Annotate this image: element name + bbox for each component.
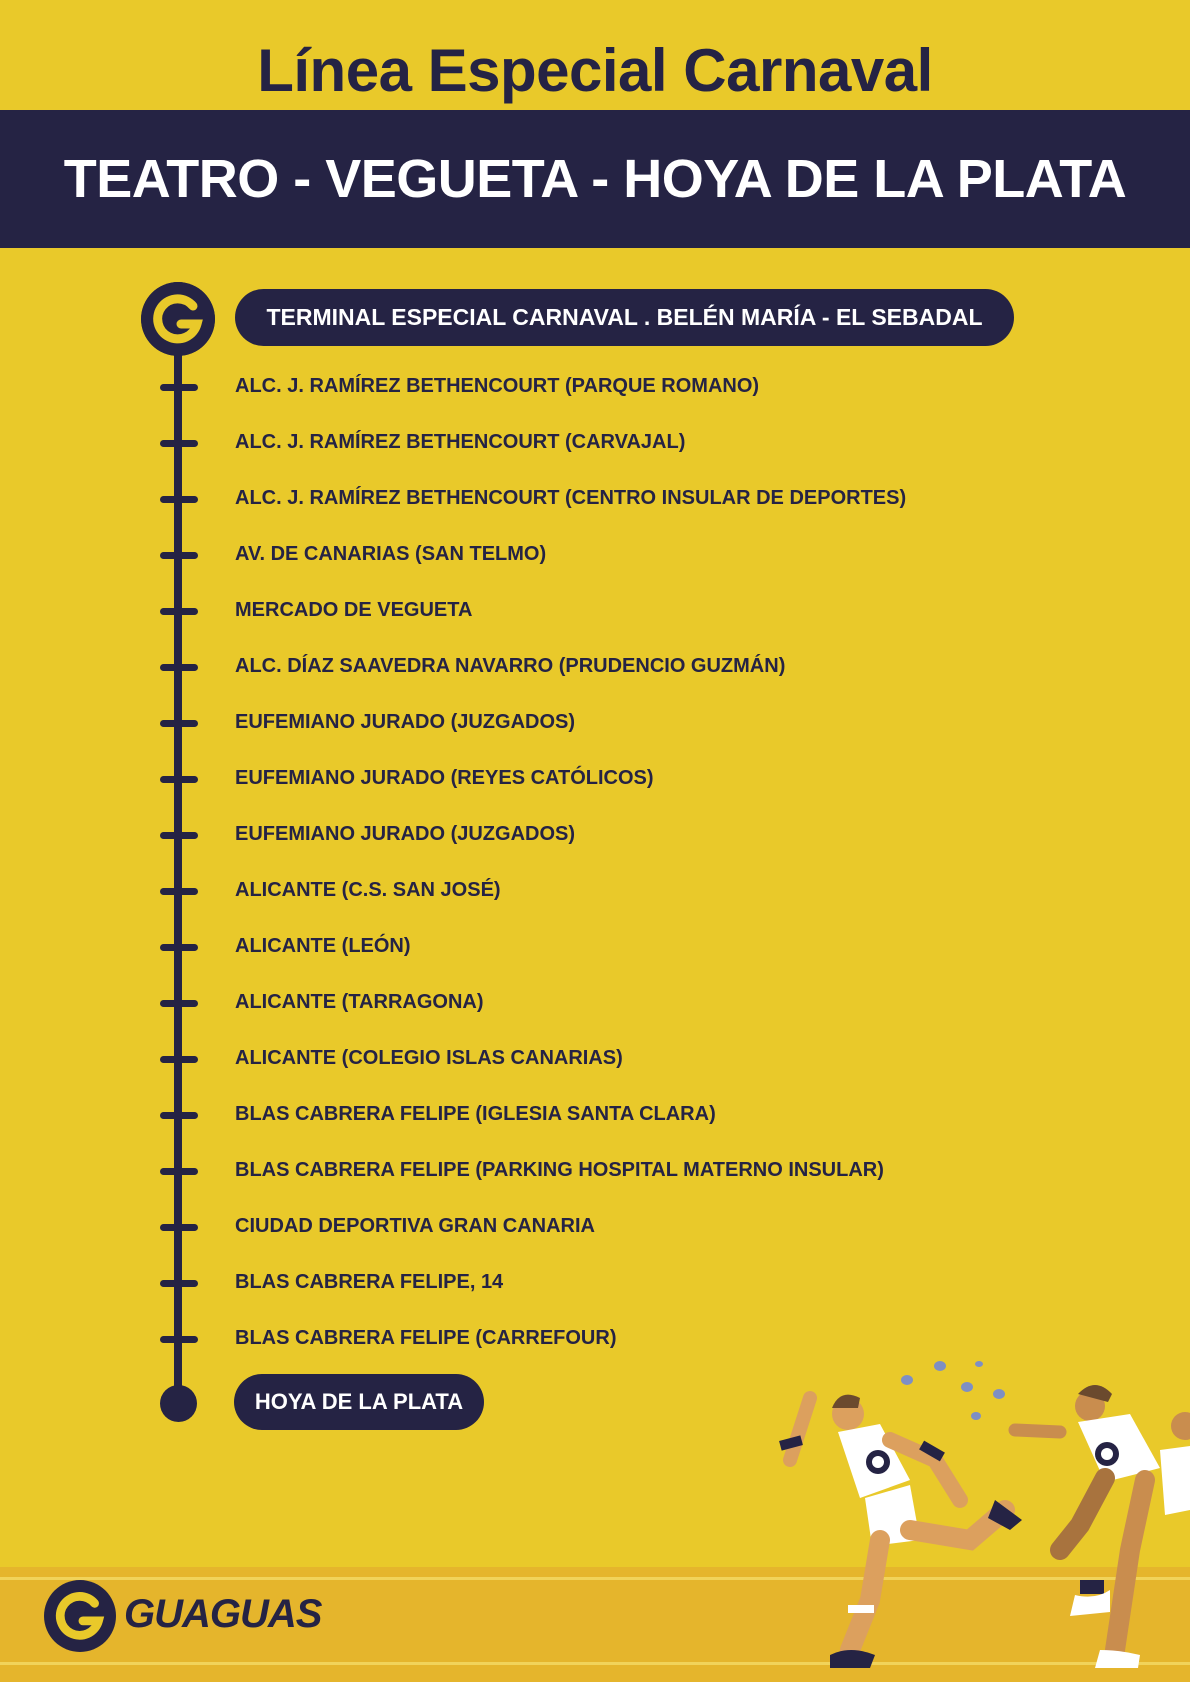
stop-item — [0, 820, 1000, 850]
stop-marker — [160, 944, 198, 951]
stop-marker — [160, 608, 198, 615]
stop-marker — [160, 888, 198, 895]
stop-item — [0, 1268, 1000, 1298]
stop-item — [0, 1100, 1000, 1130]
stop-label: BLAS CABRERA FELIPE, 14 — [235, 1271, 504, 1293]
stop-item — [0, 764, 1000, 794]
stop-label: BLAS CABRERA FELIPE (CARREFOUR) — [235, 1327, 617, 1349]
stop-marker — [160, 1056, 198, 1063]
stop-item — [0, 596, 1000, 626]
stop-marker — [160, 496, 198, 503]
stop-label: EUFEMIANO JURADO (JUZGADOS) — [235, 711, 576, 733]
stop-label: ALICANTE (TARRAGONA) — [235, 991, 484, 1013]
runners-illustration — [760, 1350, 1190, 1682]
stop-item — [0, 876, 1000, 906]
stop-label: MERCADO DE VEGUETA — [235, 599, 473, 621]
stop-label: ALC. DÍAZ SAAVEDRA NAVARRO (PRUDENCIO GUZMÁN) — [235, 655, 786, 677]
guaguas-logo-icon — [44, 1580, 116, 1652]
stop-marker — [160, 440, 198, 447]
route-name: TEATRO - VEGUETA - HOYA DE LA PLATA — [63, 149, 1127, 209]
stop-marker — [160, 1336, 198, 1343]
stop-label: ALICANTE (C.S. SAN JOSÉ) — [235, 879, 501, 901]
stop-item — [0, 652, 1000, 682]
stop-marker — [160, 552, 198, 559]
stop-label: EUFEMIANO JURADO (REYES CATÓLICOS) — [235, 767, 654, 789]
stop-item — [0, 988, 1000, 1018]
stop-item — [0, 484, 1000, 514]
stop-marker — [160, 664, 198, 671]
stop-label: ALICANTE (COLEGIO ISLAS CANARIAS) — [235, 1047, 623, 1069]
end-stop-dot — [160, 1385, 197, 1422]
stop-item — [0, 1156, 1000, 1186]
stop-label: ALC. J. RAMÍREZ BETHENCOURT (PARQUE ROMANO) — [235, 375, 760, 397]
terminal-stop-label: TERMINAL ESPECIAL CARNAVAL . BELÉN MARÍA - EL SEBADAL — [266, 304, 983, 330]
stop-marker — [160, 776, 198, 783]
stop-label: AV. DE CANARIAS (SAN TELMO) — [235, 543, 547, 565]
stop-label: BLAS CABRERA FELIPE (IGLESIA SANTA CLARA) — [235, 1103, 716, 1125]
stop-marker — [160, 720, 198, 727]
stop-item — [0, 428, 1000, 458]
brand-name: GUAGUAS — [124, 1592, 322, 1636]
stop-item — [0, 1044, 1000, 1074]
stop-marker — [160, 1224, 198, 1231]
stop-marker — [160, 832, 198, 839]
stop-item — [0, 540, 1000, 570]
stop-marker — [160, 384, 198, 391]
stop-item — [0, 1212, 1000, 1242]
final-stop — [234, 1374, 484, 1430]
final-stop-label: HOYA DE LA PLATA — [254, 1389, 464, 1414]
stop-label: CIUDAD DEPORTIVA GRAN CANARIA — [235, 1215, 595, 1237]
stop-item — [0, 708, 1000, 738]
stop-label: ALC. J. RAMÍREZ BETHENCOURT (CENTRO INSULAR DE DEPORTES) — [235, 487, 907, 509]
route-banner — [0, 110, 1190, 248]
stop-marker — [160, 1280, 198, 1287]
terminal-stop — [235, 289, 1014, 346]
stop-label: BLAS CABRERA FELIPE (PARKING HOSPITAL MATERNO INSULAR) — [235, 1159, 884, 1181]
stop-item — [0, 932, 1000, 962]
stop-marker — [160, 1168, 198, 1175]
stop-label: ALC. J. RAMÍREZ BETHENCOURT (CARVAJAL) — [235, 431, 686, 453]
stop-item — [0, 372, 1000, 402]
stop-label: EUFEMIANO JURADO (JUZGADOS) — [235, 823, 576, 845]
stop-label: ALICANTE (LEÓN) — [235, 935, 411, 957]
stop-marker — [160, 1000, 198, 1007]
page-title: Línea Especial Carnaval — [257, 37, 933, 104]
guaguas-logo-icon — [141, 282, 215, 356]
stop-marker — [160, 1112, 198, 1119]
